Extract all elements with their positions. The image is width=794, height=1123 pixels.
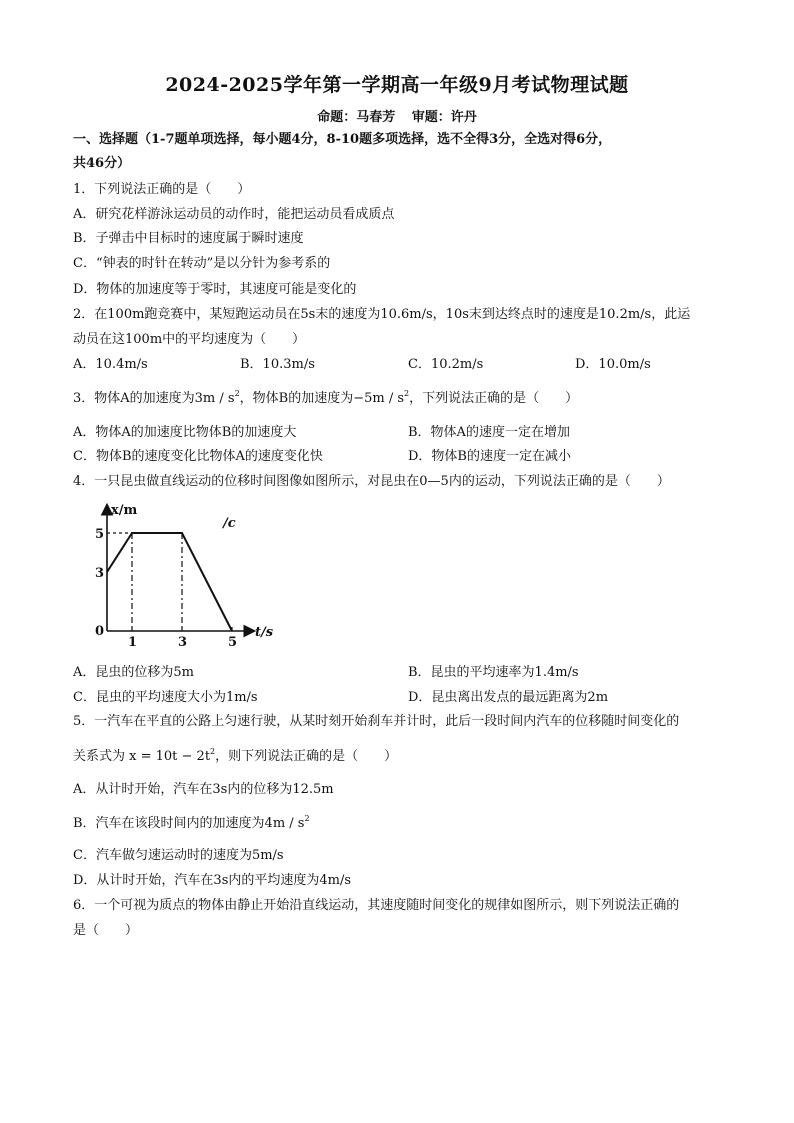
q3-stem-a: 3．物体A的加速度为3m / s — [73, 391, 235, 406]
q3-option-a: A．物体A的加速度比物体B的加速度大 — [73, 425, 297, 440]
graph-annotation: /c — [223, 516, 236, 531]
q2-option-a: A．10.4m/s — [73, 357, 148, 372]
q1-option-b: B．子弹击中目标时的速度属于瞬时速度 — [73, 231, 304, 246]
q4-row1 — [73, 664, 723, 682]
q5-stem-line2 — [73, 748, 397, 766]
exam-title: 2024-2025学年第一学期高一年级9月考试物理试题 — [165, 74, 629, 96]
origin-label: 0 — [95, 624, 105, 639]
q3-stem-b: ，物体B的加速度为−5m / s — [239, 391, 405, 406]
q3-stem — [73, 390, 578, 408]
q4-option-a: A．昆虫的位移为5m — [73, 665, 194, 680]
graph-line — [107, 533, 232, 631]
q4-stem: 4．一只昆虫做直线运动的位移时间图像如图所示，对昆虫在0—5内的运动，下列说法正确的是（ ） — [73, 474, 670, 489]
q5-option-b: B．汽车在该段时间内的加速度为4m / s — [73, 816, 305, 831]
section-heading-line1: 一、选择题（1-7题单项选择，每小题4分，8-10题多项选择，选不全得3分，全选对得6分， — [73, 132, 612, 147]
q3-sup-1: 2 — [234, 389, 240, 398]
proposer: 命题：马春芳 — [317, 110, 396, 125]
section-heading-line2: 共46分） — [73, 156, 131, 171]
q2-stem-line1: 2．在100m跑竞赛中，某短跑运动员在5s末的速度为10.6m/s，10s末到达终点时的速度是10.2m/s，此运 — [73, 307, 691, 322]
q5-option-b-sup: 2 — [304, 814, 310, 823]
y-axis-label: x/m — [111, 503, 138, 518]
x-axis-label: t/s — [255, 625, 274, 640]
q3-option-c: C．物体B的速度变化比物体A的速度变化快 — [73, 449, 323, 464]
q3-sup-2: 2 — [404, 389, 410, 398]
reviewer: 审题：许丹 — [411, 110, 477, 125]
q3-row1 — [73, 424, 723, 442]
x-tick-1: 1 — [128, 635, 138, 650]
q2-options — [73, 356, 723, 374]
q6-stem-line1: 6．一个可视为质点的物体由静止开始沿直线运动，其速度随时间变化的规律如图所示，则下列说法正确的 — [73, 898, 680, 913]
q4-option-b: B．昆虫的平均速率为1.4m/s — [408, 665, 579, 680]
q5-formula: 关系式为 x = 10t − 2t — [73, 749, 211, 764]
position-time-graph — [85, 500, 295, 650]
q5-option-a: A．从计时开始，汽车在3s内的位移为12.5m — [73, 782, 334, 797]
q2-stem-line2: 动员在这100m中的平均速度为（ ） — [73, 332, 306, 347]
q5-stem-tail: ，则下列说法正确的是（ ） — [215, 749, 398, 764]
q5-option-c: C．汽车做匀速运动时的速度为5m/s — [73, 848, 284, 863]
q1-stem: 1．下列说法正确的是（ ） — [73, 182, 251, 197]
q2-option-c: C．10.2m/s — [408, 357, 484, 372]
q2-option-d: D．10.0m/s — [575, 357, 651, 372]
q5-stem-line1: 5．一汽车在平直的公路上匀速行驶，从某时刻开始刹车并计时，此后一段时间内汽车的位移随时间变化的 — [73, 714, 680, 729]
q3-row2 — [73, 448, 723, 466]
q3-stem-c: ，下列说法正确的是（ ） — [409, 391, 579, 406]
q1-option-c: C．“钟表的时针在转动”是以分针为参考系的 — [73, 256, 331, 271]
q2-option-b: B．10.3m/s — [240, 357, 315, 372]
q3-option-b: B．物体A的速度一定在增加 — [408, 425, 570, 440]
q5-formula-sup: 2 — [210, 747, 216, 756]
authors-line — [0, 106, 794, 125]
y-tick-5: 5 — [95, 527, 105, 542]
q6-stem-line2: 是（ ） — [73, 923, 139, 938]
y-tick-3: 3 — [95, 566, 105, 581]
q1-option-a: A．研究花样游泳运动员的动作时，能把运动员看成质点 — [73, 207, 395, 222]
q5-option-d: D．从计时开始，汽车在3s内的平均速度为4m/s — [73, 873, 352, 888]
q4-option-c: C．昆虫的平均速度大小为1m/s — [73, 690, 258, 705]
q3-option-d: D．物体B的速度一定在减小 — [408, 449, 571, 464]
q4-option-d: D．昆虫离出发点的最远距离为2m — [408, 690, 609, 705]
q1-option-d: D．物体的加速度等于零时，其速度可能是变化的 — [73, 282, 357, 297]
x-tick-3: 3 — [178, 635, 188, 650]
q4-row2 — [73, 689, 723, 707]
q5-option-b-line — [73, 815, 310, 833]
x-tick-5: 5 — [228, 635, 238, 650]
